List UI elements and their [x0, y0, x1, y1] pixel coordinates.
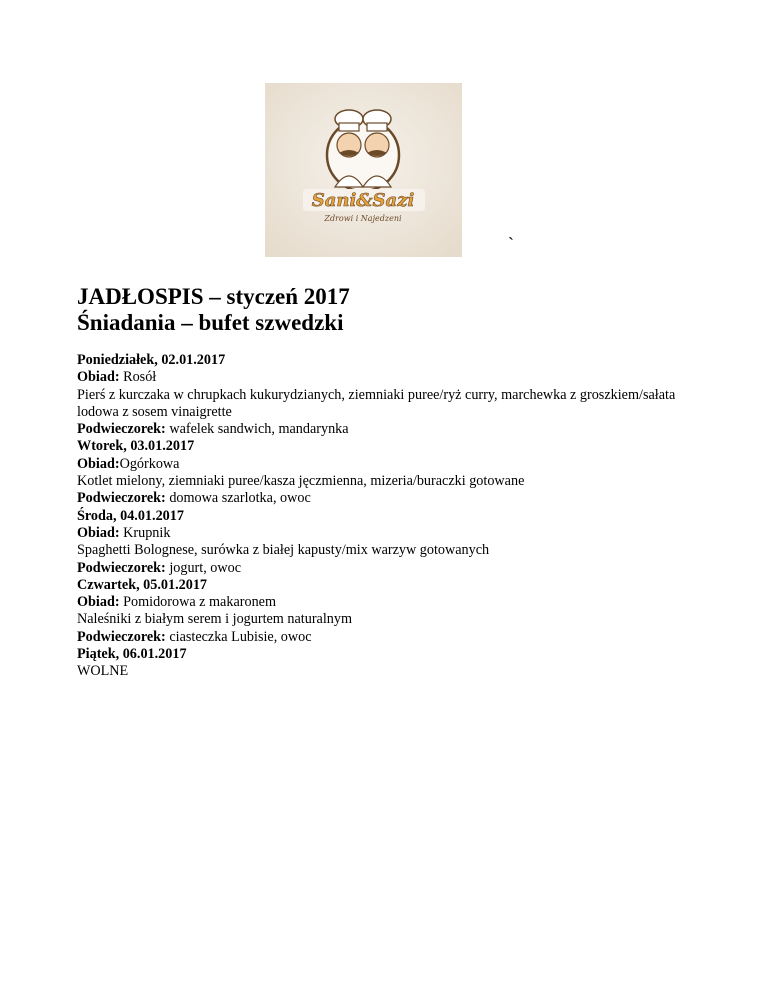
day-heading: Wtorek, 03.01.2017 [77, 438, 195, 455]
menu-title-block [77, 284, 717, 336]
menu-list [77, 352, 717, 681]
snack-text: domowa szarlotka, owoc [165, 490, 311, 507]
day-heading: Środa, 04.01.2017 [77, 507, 184, 524]
company-logo [265, 83, 462, 257]
obiad-line [77, 525, 717, 542]
day-heading: Czwartek, 05.01.2017 [77, 576, 208, 593]
day-entry [77, 352, 717, 438]
obiad-label: Obiad: [77, 455, 120, 472]
soup-text: Krupnik [119, 524, 171, 541]
stray-backtick: ` [508, 234, 514, 254]
obiad-line [77, 369, 717, 386]
obiad-label: Obiad: [77, 594, 120, 611]
main-dish: Pierś z kurczaka w chrupkach kukurydzianych, ziemniaki puree/ryż curry, marchewka z groszkiem/sałata lodowa z sosem vinaigrette [77, 386, 676, 420]
soup-text: Pomidorowa z makaronem [119, 594, 276, 611]
obiad-line [77, 456, 717, 473]
snack-line [77, 421, 717, 438]
page-title: JADŁOSPIS – styczeń 2017 [77, 284, 350, 309]
obiad-label: Obiad: [77, 524, 120, 541]
snack-text: ciasteczka Lubisie, owoc [165, 628, 312, 645]
chef-logo-icon [265, 83, 462, 257]
logo-brand-text: Sani&Sazi [311, 190, 415, 211]
day-note: WOLNE [77, 663, 129, 680]
day-heading: Poniedziałek, 02.01.2017 [77, 352, 226, 368]
day-heading: Piątek, 06.01.2017 [77, 646, 187, 663]
logo-tagline: Zdrowi i Najedzeni [324, 214, 402, 223]
main-dish: Kotlet mielony, ziemniaki puree/kasza jęczmienna, mizeria/buraczki gotowane [77, 473, 525, 490]
snack-label: Podwieczorek: [77, 559, 166, 576]
obiad-label: Obiad: [77, 369, 120, 386]
soup-text: Rosół [119, 369, 157, 386]
soup-text: Ogórkowa [119, 455, 180, 472]
main-dish: Spaghetti Bolognese, surówka z białej kapusty/mix warzyw gotowanych [77, 542, 490, 559]
snack-text: jogurt, owoc [165, 559, 242, 576]
snack-label: Podwieczorek: [77, 421, 166, 438]
day-entry [77, 508, 717, 577]
day-entry [77, 577, 717, 646]
snack-label: Podwieczorek: [77, 628, 166, 645]
page-subtitle: Śniadania – bufet szwedzki [77, 310, 344, 335]
main-dish: Naleśniki z białym serem i jogurtem naturalnym [77, 611, 353, 628]
snack-line [77, 629, 717, 646]
obiad-line [77, 594, 717, 611]
day-entry [77, 438, 717, 507]
snack-label: Podwieczorek: [77, 490, 166, 507]
snack-line [77, 490, 717, 507]
day-entry-last [77, 646, 717, 681]
snack-line [77, 560, 717, 577]
snack-text: wafelek sandwich, mandarynka [165, 421, 349, 438]
